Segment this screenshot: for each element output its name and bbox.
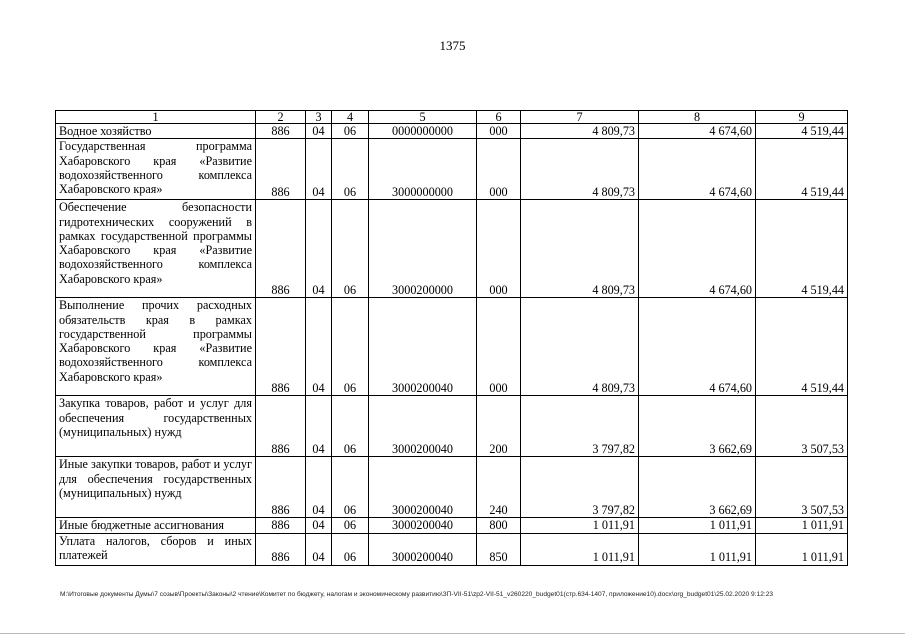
- table-row: [56, 298, 848, 396]
- grbs-code: 886: [256, 457, 306, 518]
- budget-table: [55, 110, 848, 566]
- subsection-code: 06: [332, 124, 369, 139]
- subsection-code: 06: [332, 139, 369, 200]
- section-code: 04: [306, 139, 332, 200]
- target-article-code: 3000200040: [369, 298, 477, 396]
- section-code: 04: [306, 457, 332, 518]
- expense-type-code: 000: [477, 124, 521, 139]
- section-code: 04: [306, 396, 332, 457]
- item-name: Иные закупки товаров, работ и услуг для обеспечения государственных (муниципальных) нужд: [56, 457, 256, 518]
- grbs-code: 886: [256, 200, 306, 298]
- subsection-code: 06: [332, 396, 369, 457]
- target-article-code: 3000000000: [369, 139, 477, 200]
- expense-type-code: 240: [477, 457, 521, 518]
- page-edge-line: [0, 633, 905, 634]
- subsection-code: 06: [332, 533, 369, 565]
- target-article-code: 0000000000: [369, 124, 477, 139]
- grbs-code: 886: [256, 518, 306, 533]
- expense-type-code: 800: [477, 518, 521, 533]
- amount-year-3: 4 519,44: [756, 124, 848, 139]
- amount-year-3: 4 519,44: [756, 200, 848, 298]
- header-cell: 2: [256, 111, 306, 124]
- expense-type-code: 000: [477, 200, 521, 298]
- item-name: Закупка товаров, работ и услуг для обеспечения государственных (муниципальных) нужд: [56, 396, 256, 457]
- amount-year-2: 4 674,60: [639, 124, 756, 139]
- amount-year-2: 3 662,69: [639, 396, 756, 457]
- table-row: [56, 124, 848, 139]
- target-article-code: 3000200040: [369, 457, 477, 518]
- target-article-code: 3000200040: [369, 396, 477, 457]
- table-row: [56, 200, 848, 298]
- table-row: [56, 139, 848, 200]
- subsection-code: 06: [332, 298, 369, 396]
- section-code: 04: [306, 200, 332, 298]
- section-code: 04: [306, 518, 332, 533]
- header-cell: 6: [477, 111, 521, 124]
- section-code: 04: [306, 124, 332, 139]
- table-row: [56, 518, 848, 533]
- item-name: Уплата налогов, сборов и иных платежей: [56, 533, 256, 565]
- expense-type-code: 000: [477, 139, 521, 200]
- grbs-code: 886: [256, 533, 306, 565]
- subsection-code: 06: [332, 518, 369, 533]
- header-cell: 4: [332, 111, 369, 124]
- amount-year-2: 3 662,69: [639, 457, 756, 518]
- target-article-code: 3000200040: [369, 518, 477, 533]
- item-name: Водное хозяйство: [56, 124, 256, 139]
- amount-year-3: 4 519,44: [756, 139, 848, 200]
- page-number: 1375: [439, 38, 466, 53]
- subsection-code: 06: [332, 200, 369, 298]
- table-row: [56, 396, 848, 457]
- grbs-code: 886: [256, 139, 306, 200]
- table-header-row: [56, 111, 848, 124]
- header-cell: 3: [306, 111, 332, 124]
- amount-year-1: 1 011,91: [521, 533, 639, 565]
- section-code: 04: [306, 533, 332, 565]
- grbs-code: 886: [256, 396, 306, 457]
- header-cell: 1: [56, 111, 256, 124]
- amount-year-2: 4 674,60: [639, 139, 756, 200]
- amount-year-2: 1 011,91: [639, 533, 756, 565]
- item-name: Государственная программа Хабаровского края «Развитие водохозяйственного комплекса Хабаровского края»: [56, 139, 256, 200]
- section-code: 04: [306, 298, 332, 396]
- expense-type-code: 200: [477, 396, 521, 457]
- grbs-code: 886: [256, 124, 306, 139]
- header-cell: 8: [639, 111, 756, 124]
- amount-year-1: 3 797,82: [521, 457, 639, 518]
- amount-year-2: 4 674,60: [639, 298, 756, 396]
- amount-year-1: 4 809,73: [521, 298, 639, 396]
- expense-type-code: 000: [477, 298, 521, 396]
- amount-year-2: 1 011,91: [639, 518, 756, 533]
- header-cell: 5: [369, 111, 477, 124]
- subsection-code: 06: [332, 457, 369, 518]
- header-cell: 9: [756, 111, 848, 124]
- amount-year-1: 4 809,73: [521, 124, 639, 139]
- amount-year-3: 4 519,44: [756, 298, 848, 396]
- table-row: [56, 457, 848, 518]
- header-cell: 7: [521, 111, 639, 124]
- target-article-code: 3000200040: [369, 533, 477, 565]
- item-name: Обеспечение безопасности гидротехнических сооружений в рамках государственной программы Хабаровского края «Развитие водохозяйственного комплекса Хабаровского края»: [56, 200, 256, 298]
- table-row: [56, 533, 848, 565]
- item-name: Иные бюджетные ассигнования: [56, 518, 256, 533]
- amount-year-3: 3 507,53: [756, 457, 848, 518]
- item-name: Выполнение прочих расходных обязательств края в рамках государственной программы Хабаровского края «Развитие водохозяйственного комплекса Хабаровского края»: [56, 298, 256, 396]
- expense-type-code: 850: [477, 533, 521, 565]
- amount-year-3: 1 011,91: [756, 533, 848, 565]
- amount-year-3: 3 507,53: [756, 396, 848, 457]
- amount-year-1: 4 809,73: [521, 139, 639, 200]
- amount-year-2: 4 674,60: [639, 200, 756, 298]
- amount-year-3: 1 011,91: [756, 518, 848, 533]
- amount-year-1: 3 797,82: [521, 396, 639, 457]
- file-path-footer: M:\Итоговые документы Думы\7 созыв\Проекты\Законы\2 чтение\Комитет по бюджету, налогам и экономическому развитию\ЗП-VII-51\zp2-VII-51_v260220_budget01(стр.634-1407, приложение10).docx\org_budget01\25.02.2020 9:12:23: [60, 591, 774, 598]
- amount-year-1: 1 011,91: [521, 518, 639, 533]
- grbs-code: 886: [256, 298, 306, 396]
- amount-year-1: 4 809,73: [521, 200, 639, 298]
- target-article-code: 3000200000: [369, 200, 477, 298]
